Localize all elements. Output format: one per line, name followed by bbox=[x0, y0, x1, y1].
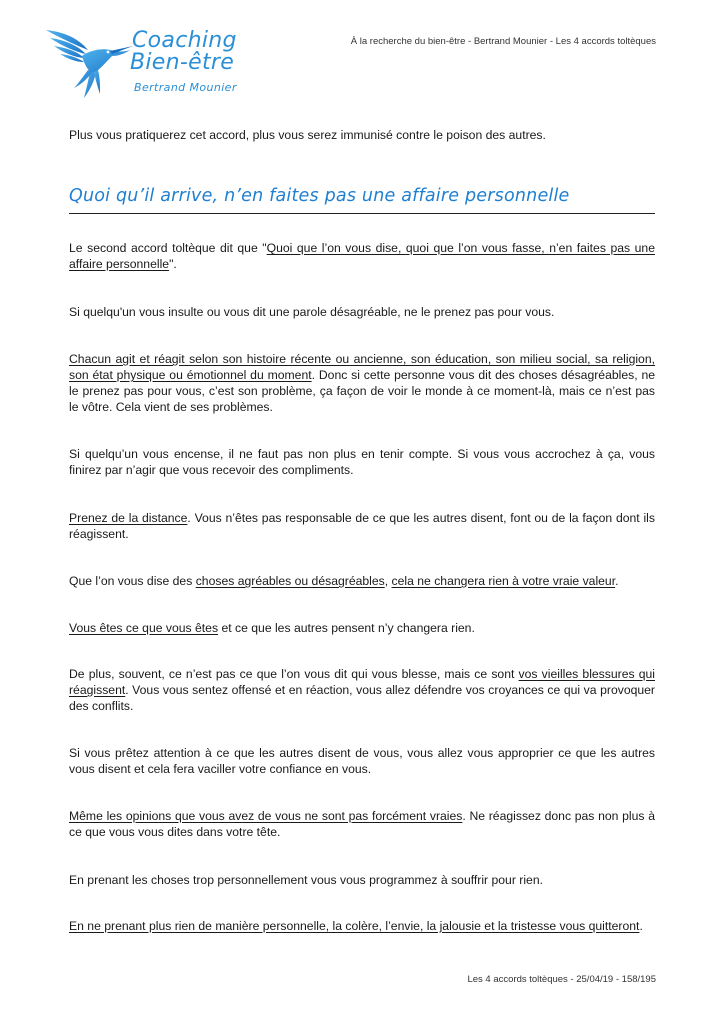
underlined-text: Chacun agit et réagit selon son histoire récente ou ancienne, son éducation, son milieu social, sa religion, son état physique ou émotionnel du moment bbox=[69, 352, 655, 382]
paragraph bbox=[69, 666, 655, 714]
paragraph bbox=[69, 918, 655, 934]
section-heading: Quoi qu’il arrive, n’en faites pas une affaire personnelle bbox=[69, 186, 570, 206]
brand-logo bbox=[44, 26, 244, 102]
text-run: . Vous vous sentez offensé et en réaction, vous allez défendre vos croyances ce qui va provoquer des conflits. bbox=[69, 683, 655, 713]
text-run: ". bbox=[169, 257, 177, 271]
page-footer: Les 4 accords toltèques - 25/04/19 - 158/195 bbox=[467, 974, 656, 985]
paragraph bbox=[69, 446, 655, 478]
paragraph bbox=[69, 808, 655, 840]
text-run: . bbox=[615, 574, 619, 588]
paragraph bbox=[69, 127, 655, 143]
underlined-text: choses agréables ou désagréables bbox=[195, 574, 385, 588]
text-run: Le second accord toltèque dit que " bbox=[69, 241, 267, 255]
text-run: De plus, souvent, ce n’est pas ce que l’on vous dit qui vous blesse, mais ce sont bbox=[69, 667, 519, 681]
text-run: Si quelqu'un vous insulte ou vous dit une parole désagréable, ne le prenez pas pour vous. bbox=[69, 305, 555, 319]
text-run: . bbox=[639, 919, 643, 933]
paragraph bbox=[69, 620, 655, 636]
underlined-text: En ne prenant plus rien de manière personnelle, la colère, l’envie, la jalousie et la tristesse vous quitteront bbox=[69, 919, 640, 933]
brand-author: Bertrand Mounier bbox=[134, 81, 237, 94]
text-run: Plus vous pratiquerez cet accord, plus vous serez immunisé contre le poison des autres. bbox=[69, 128, 546, 142]
underlined-text: cela ne changera rien à votre vraie valeur bbox=[391, 574, 616, 588]
text-run: . Ne réagissez donc pas non plus à ce que vous vous dites dans votre tête. bbox=[69, 809, 655, 839]
text-run: . Donc si cette personne vous dit des choses désagréables, ne le prenez pas pour vous, c’est son problème, ça façon de voir le monde à ce moment-là, mais ce n’est pas le vôtre. Cela vient de ses problèmes. bbox=[69, 368, 655, 414]
text-run: , bbox=[384, 574, 392, 588]
text-run: . Vous n’êtes pas responsable de ce que les autres disent, font ou de la façon dont ils réagissent. bbox=[69, 511, 655, 541]
underlined-text: Quoi que l’on vous dise, quoi que l’on vous fasse, n’en faites pas une affaire personnelle bbox=[69, 241, 655, 271]
underlined-text: vos vieilles blessures qui réagissent bbox=[69, 667, 656, 697]
paragraph bbox=[69, 351, 655, 415]
running-header: À la recherche du bien-être - Bertrand Mounier - Les 4 accords toltèques bbox=[350, 36, 656, 47]
underlined-text: Même les opinions que vous avez de vous ne sont pas forcément vraies bbox=[69, 809, 463, 823]
text-run: et ce que les autres pensent n’y changera rien. bbox=[218, 621, 475, 635]
paragraph bbox=[69, 872, 655, 888]
paragraph bbox=[69, 510, 655, 542]
text-run: Que l’on vous dise des bbox=[69, 574, 196, 588]
underlined-text: Prenez de la distance bbox=[69, 511, 188, 525]
paragraph bbox=[69, 240, 655, 272]
paragraph bbox=[69, 745, 655, 777]
text-run: Si vous prêtez attention à ce que les autres disent de vous, vous allez vous approprier ce que les autres vous disent et cela fera vaciller votre confiance en vous. bbox=[69, 746, 655, 776]
text-run: En prenant les choses trop personnellement vous vous programmez à souffrir pour rien. bbox=[69, 873, 543, 887]
text-run: Si quelqu’un vous encense, il ne faut pas non plus en tenir compte. Si vous vous accrochez à ça, vous finirez par n’agir que vous recevoir des compliments. bbox=[69, 447, 655, 477]
paragraph bbox=[69, 573, 655, 589]
paragraph bbox=[69, 304, 655, 320]
hummingbird-icon bbox=[44, 26, 134, 102]
brand-name-line2: Bien-être bbox=[130, 50, 235, 75]
heading-underline bbox=[69, 213, 655, 214]
underlined-text: Vous êtes ce que vous êtes bbox=[69, 621, 219, 635]
brand-name-line1: Coaching bbox=[132, 28, 237, 53]
